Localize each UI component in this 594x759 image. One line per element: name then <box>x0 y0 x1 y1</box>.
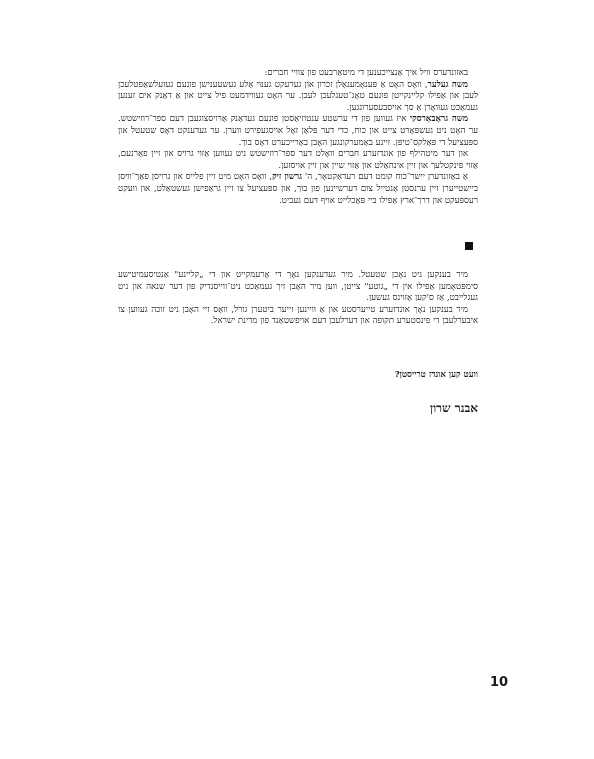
section-divider-square <box>465 242 473 250</box>
intro-paragraph: באזונדערס וויל איך אַנצייכענען די מיטאַרבעט פון צוויי חברים: <box>264 68 468 78</box>
name-zik: גרשון זיק <box>272 172 302 183</box>
name-geller: משה געלער <box>427 79 469 90</box>
paragraph-longing-dear: מיר בענקען נאָך אונדזערע טייערסטע און אַ וויינען זייער ביטערן גורל, וואָס זיי האָבן ניט זוכה געווען צו איבערלעבן די פינסטערע תקופה און דערלעבן דעם אויפשטאַנד פון מדינת ישראל. <box>118 304 478 327</box>
paragraph-longing-shtetl: מיר בענקען ניט נאָכן שטעטל. מיר געדענקען נאָך די אָרעמקייט און די „קליינע" אַנטיסעמיטישע סימפּטאָמען אַפילו אין די „גוטע" צייטן, ווען מיר האָבן זיך געמאַכט ניט־ווייסנדיק פון דער שנאה און ניט געגלייבט, אַז ס'קען אַזוינס געשען. <box>118 270 478 304</box>
page-number: 10 <box>490 675 509 690</box>
paragraph-grabarski: משה גראַבאַרסקי איז געווען פון די ערשטע ענטוזיאַסטן פונעם געדאַנק אַרויסצוגעבן דעם ספר־רוזישטש. ער האָט ניט געשפּאָרט צייט און כוח, כדי דער פּלאַן זאָל אויסגעפירט ווערן. ער געדענקט דאָס שטעטל און ספּעציעל די פּאַלקס־טיפּן. זיינע באַמערקונגען האָבן באַרייכערט דאָס בוך. <box>118 114 478 148</box>
acknowledgements-section <box>118 68 478 207</box>
name-grabarski: משה גראַבאַרסקי <box>409 114 468 125</box>
paragraph-help: און דער מיטהילף פון אונדזערע חברים וואָלט דער ספר־רוזישטש ניט געווען אַזוי גרויס און זיין פאַרנעם, אַזוי פּינקטלעך און זיין אינהאַלט און אַזוי שיין און זיין אויסזען. <box>118 149 478 171</box>
paragraph-editor: אַ באַזונדערן יישר־כוח קומט דעם רעדאַקטאָר, ה' גרשון זיק, וואָס האָט מיט זיין פלייס און גרויסן פאַך־וויסן ביישטייערן זיין ערנסטן אָנטייל צום דערשיינען פון בוך, און ספּעציעל צו זיין גראַפישן געשטאַלט, און וועקט רעספּעקט און דרך־ארץ אַפילו ביי פּאַכלייט אויף דעם געביט. <box>118 172 478 206</box>
paragraph-geller: משה געלער, וואָס האָט אַ פּענאָמענאַלן זכרון און גערעקט גענוי אַלע געשעענישן פונעם געזעלשאַפטלעכן לעבן און אַפילו קליינקייטן פונעם טאָג־טעגלעכן לעבן. ער האָט געווידמעט פיל צייט און אַ דאַנק אים זענען געמאַכט געוואָרן אַ סך אויסבעסערונגען. <box>118 79 478 113</box>
closing-question: וועט קען אונדז טרייסטן? <box>394 370 478 380</box>
remembrance-section <box>118 270 478 328</box>
author-signature: אבנר שרון <box>430 401 478 415</box>
